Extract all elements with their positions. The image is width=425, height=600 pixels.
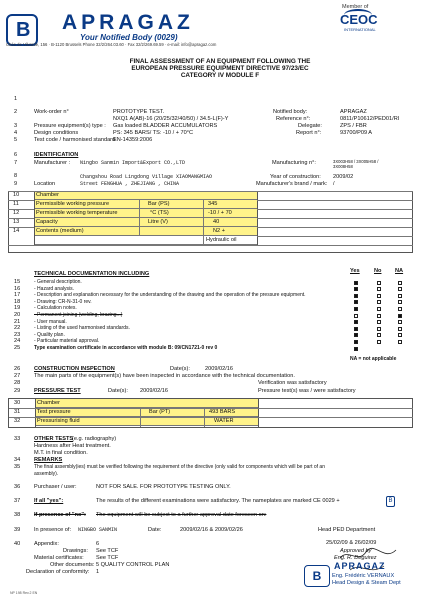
row-number: 22 bbox=[14, 325, 21, 332]
drawings-value: See TCF bbox=[96, 548, 119, 554]
row-number: 19 bbox=[14, 305, 21, 312]
checkbox-na bbox=[398, 281, 402, 285]
row-number: 3 bbox=[14, 123, 18, 129]
checkbox-na bbox=[398, 314, 402, 318]
work-order-label: Work-order n° bbox=[34, 109, 69, 115]
checkbox-yes bbox=[354, 320, 358, 324]
row-number: 12 bbox=[13, 210, 20, 216]
checkbox-no bbox=[377, 333, 381, 337]
checkbox-yes bbox=[354, 314, 358, 318]
test-code-value: EN-14359:2006 bbox=[113, 137, 153, 143]
checkbox-no bbox=[377, 281, 381, 285]
col-yes: Yes bbox=[350, 268, 360, 274]
tech-doc-item: - Description and explanation necessary for the understanding of the drawing and the operation of the pressure equipment. bbox=[34, 292, 306, 299]
manufacturing-no-value: 3X003H58 / 3X005H58 / 3X008H58 bbox=[333, 159, 379, 169]
chamber-label: Chamber bbox=[36, 192, 60, 198]
row-number: 8 bbox=[14, 173, 18, 179]
row-number: 38 bbox=[14, 512, 21, 518]
document-title-line1: FINAL ASSESSMENT OF AN EQUIPMENT FOLLOWING THE bbox=[129, 58, 311, 65]
checkbox-no bbox=[377, 327, 381, 331]
row-number: 5 bbox=[14, 137, 18, 143]
drawings-label: Drawings: bbox=[63, 548, 88, 554]
document-title-line3: CATEGORY IV MODULE F bbox=[180, 72, 260, 79]
row-number: 14 bbox=[13, 228, 20, 234]
pressurising-fluid-label: Pressurising fluid bbox=[37, 418, 80, 424]
model-value: NXQ1 A(AB)-16 (20/25/32/40/50) / 34.5-L(F)-Y bbox=[113, 116, 229, 122]
row-number: 31 bbox=[14, 409, 21, 415]
checkbox-yes bbox=[354, 340, 358, 344]
manufacturer-label: Manufacturer : bbox=[34, 160, 71, 166]
document-title-line2: EUROPEAN PRESSURE EQUIPMENT DIRECTIVE 97/23/EC bbox=[131, 65, 309, 72]
temperature-unit: °C (TS) bbox=[150, 210, 169, 216]
notified-body-value: APRAGAZ bbox=[340, 109, 367, 115]
identification-heading: IDENTIFICATION bbox=[34, 152, 79, 158]
tech-doc-item: - Permanent joining (welding, brazing...) bbox=[34, 312, 123, 318]
other-tests-note: (e.g. radiography) bbox=[72, 436, 117, 442]
brand-value: / bbox=[333, 181, 335, 187]
pressure-test-date-label: Date(s): bbox=[108, 388, 128, 394]
year-label: Year of construction: bbox=[270, 174, 321, 180]
report-label: Report n°: bbox=[296, 130, 322, 136]
row-number: 24 bbox=[14, 338, 21, 345]
contents-value: N2 + bbox=[213, 228, 225, 234]
tech-doc-item: - User manual. bbox=[34, 318, 67, 325]
signatory-name: Eng. R. Deguirez bbox=[334, 555, 377, 561]
appendix-value: 6 bbox=[96, 541, 100, 547]
remarks-text1: The final assembly(ies) must be verified following the requirement of the directive (only valid for components which will be part of an bbox=[34, 464, 325, 470]
checkbox-no bbox=[377, 314, 381, 318]
tech-doc-heading: TECHNICAL DOCUMENTATION INCLUDING bbox=[34, 271, 150, 277]
test-pressure-unit: Bar (PT) bbox=[149, 409, 171, 415]
row-number: 20 bbox=[14, 312, 21, 318]
checkbox-no bbox=[377, 287, 381, 291]
row-number: 34 bbox=[14, 457, 21, 463]
footer-code: NP 198 Rev.2 EN bbox=[10, 591, 38, 595]
manufacturing-no-label: Manufacturing n°: bbox=[272, 160, 316, 166]
presence-name: NINGBO SANMIN bbox=[78, 527, 118, 533]
purchaser-value: NOT FOR SALE. FOR PROTOTYPE TESTING ONLY. bbox=[96, 484, 231, 490]
notified-body-label: Notified body: bbox=[273, 109, 308, 115]
tech-doc-item: - Drawing: CR-N-31-0 rev. bbox=[34, 298, 92, 305]
construction-verification: Verification was satisfactory bbox=[258, 380, 327, 386]
tech-doc-item: - Calculation notes. bbox=[34, 305, 77, 312]
row-number: 18 bbox=[14, 298, 21, 305]
checkbox-yes bbox=[354, 327, 358, 331]
delegate-value: ZPS / FBR bbox=[340, 123, 367, 129]
work-order-value: PROTOTYPE TEST. bbox=[113, 109, 165, 115]
row-number: 35 bbox=[14, 464, 21, 470]
row-number: 10 bbox=[13, 192, 20, 198]
location-label: Location bbox=[34, 181, 56, 187]
notified-body-tagline: Your Notified Body (0029) bbox=[80, 33, 178, 42]
row-number: 40 bbox=[14, 541, 21, 547]
pressure-test-date: 2009/02/16 bbox=[140, 388, 168, 394]
pressure-label: Permissible working pressure bbox=[36, 201, 110, 207]
capacity-label: Capacity bbox=[36, 219, 58, 225]
contact-line: Chée de Vilvorde, 156 · B-1120 Brussels Phone 32/2/264.03.60 · Fax 32/2/269.69.59 · e-mail: info@apragaz.com bbox=[6, 42, 217, 47]
row-number: 21 bbox=[14, 318, 21, 325]
row-number: 27 bbox=[14, 373, 21, 379]
row-number: 30 bbox=[14, 400, 21, 406]
if-yes-text: The results of the different examinations were satisfactory. The nameplates are marked CE 0029 + bbox=[96, 498, 340, 504]
stamp-person: Eng. Frédéric VERNAUX bbox=[332, 573, 395, 579]
brand-name: APRAGAZ bbox=[62, 11, 194, 34]
reference-label: Reference n°: bbox=[276, 116, 311, 122]
construction-date: 2009/02/16 bbox=[205, 366, 233, 372]
capacity-unit: Litre (V) bbox=[148, 219, 168, 225]
test-pressure-value: 493 BARS bbox=[209, 409, 236, 415]
checkbox-na bbox=[398, 307, 402, 311]
row-number: 17 bbox=[14, 292, 21, 299]
material-value: See TCF bbox=[96, 555, 119, 561]
temperature-value: -10 / + 70 bbox=[208, 210, 232, 216]
address-line1: Changshou Road Lingdong Village XIAOMANGMIAO bbox=[80, 174, 213, 180]
chamber-table bbox=[8, 191, 413, 253]
checkbox-yes bbox=[354, 294, 358, 298]
checkbox-na bbox=[398, 287, 402, 291]
checkbox-na bbox=[398, 333, 402, 337]
checkbox-na bbox=[398, 320, 402, 324]
other-tests-line2: M.T. in final condition. bbox=[34, 450, 88, 456]
tech-doc-item: Type examination certificate in accordance with module B: 09/CN1721-0 rev 0 bbox=[34, 345, 218, 351]
approved-by: Approved by bbox=[340, 548, 372, 554]
year-value: 2009/02 bbox=[333, 174, 354, 180]
checkbox-no bbox=[377, 307, 381, 311]
pressure-test-result: Pressure test(s) was / were satisfactory bbox=[258, 388, 356, 394]
checkbox-yes bbox=[354, 281, 358, 285]
row-number: 36 bbox=[14, 484, 21, 490]
checkbox-no bbox=[377, 300, 381, 304]
construction-heading: CONSTRUCTION INSPECTION bbox=[34, 366, 115, 372]
stamp-company: APRAGAZ bbox=[334, 561, 386, 571]
contents-value-2: Hydraulic oil bbox=[206, 237, 237, 243]
construction-date-label: Date(s): bbox=[170, 366, 190, 372]
checkbox-yes bbox=[354, 287, 358, 291]
row-number: 13 bbox=[13, 219, 20, 225]
row-number: 28 bbox=[14, 380, 21, 386]
reference-value: 0811/P10612/PED01/RI bbox=[340, 116, 400, 122]
row-number: 29 bbox=[14, 388, 21, 394]
pressure-value: 345 bbox=[208, 201, 218, 207]
stamp-title: Head Design & Steam Dept bbox=[332, 580, 401, 586]
presence-dates: 2009/02/16 & 2009/02/26 bbox=[180, 527, 243, 533]
checkbox-no bbox=[377, 320, 381, 324]
row-number: 39 bbox=[14, 527, 21, 533]
row-number: 32 bbox=[14, 418, 21, 424]
brand-label: Manufacturer's brand / mark: bbox=[256, 181, 328, 187]
row-number: 11 bbox=[13, 201, 19, 207]
tech-doc-item: - Particular material approval. bbox=[34, 338, 100, 345]
col-no: No bbox=[374, 268, 382, 274]
manufacturer-value: Ningbo Sanmin Import&Export CO.,LTD bbox=[80, 160, 186, 166]
presence-label: In presence of: bbox=[34, 527, 72, 533]
other-tests-line1: Hardness after Heat treatment. bbox=[34, 443, 111, 449]
other-docs-label: Other documents: bbox=[50, 562, 95, 568]
checkbox-na bbox=[398, 340, 402, 344]
checkbox-yes bbox=[354, 333, 358, 337]
conformity-value: 1 bbox=[96, 569, 100, 575]
if-no-text: The equipment will be subject to a further approval date foreseen on: bbox=[96, 512, 267, 518]
row-number: 26 bbox=[14, 366, 21, 372]
row-number: 16 bbox=[14, 285, 21, 292]
checkbox-yes bbox=[354, 347, 358, 351]
row-number: 15 bbox=[14, 279, 21, 285]
design-conditions-value: PS: 345 BARS/ TS: -10 / + 70°C bbox=[113, 130, 194, 136]
tech-doc-item: - Quality plan. bbox=[34, 331, 65, 338]
tech-doc-item: - Hazard analysis. bbox=[34, 285, 75, 292]
material-label: Material certificates: bbox=[34, 555, 84, 561]
tech-doc-item: - Listing of the used harmonised standards. bbox=[34, 325, 130, 332]
other-tests-heading: OTHER TESTS bbox=[34, 436, 74, 442]
equipment-type-label: Pressure equipment(s) type : bbox=[34, 123, 106, 129]
remarks-heading: REMARKS bbox=[34, 457, 63, 463]
test-table bbox=[8, 398, 413, 428]
test-pressure-label: Test pressure bbox=[37, 409, 71, 415]
col-na: NA bbox=[395, 268, 404, 274]
row-number: 25 bbox=[14, 345, 21, 351]
row-number: 6 bbox=[14, 152, 18, 158]
na-legend: NA = not applicable bbox=[350, 356, 397, 362]
purchaser-label: Purchaser / user: bbox=[34, 484, 77, 490]
ceoc-logo: CEOC bbox=[340, 12, 378, 27]
row-number: 37 bbox=[14, 498, 21, 504]
signature-dates: 25/02/09 & 26/02/09 bbox=[326, 540, 377, 546]
checkbox-na bbox=[398, 327, 402, 331]
checkbox-no bbox=[377, 340, 381, 344]
test-code-label: Test code / harmonised standard: bbox=[34, 137, 117, 143]
logo-letter-b: B bbox=[16, 19, 31, 41]
capacity-value: 40 bbox=[213, 219, 220, 225]
construction-text: The main parts of the equipment(s) have been inspected in accordance with the technical documentation. bbox=[34, 373, 295, 379]
remarks-text2: assembly). bbox=[34, 471, 59, 477]
appendix-label: Appendix: bbox=[34, 541, 59, 547]
checkbox-yes bbox=[354, 300, 358, 304]
head-ped-department: Head PED Department bbox=[318, 527, 376, 533]
row-number: 1 bbox=[14, 96, 18, 102]
other-docs-value: 5 QUALITY CONTROL PLAN bbox=[96, 562, 170, 568]
pressurising-fluid-value: WATER bbox=[214, 418, 234, 424]
test-chamber-label: Chamber bbox=[37, 400, 61, 406]
checkbox-na bbox=[398, 294, 402, 298]
member-of-label: Member of bbox=[342, 4, 369, 10]
address-line2: Street FENGHUA , ZHEJIANG , CHINA bbox=[80, 181, 180, 187]
row-number: 9 bbox=[14, 181, 18, 187]
report-value: 93700/P09 A bbox=[340, 130, 373, 136]
row-number: 7 bbox=[14, 160, 18, 166]
pressure-test-heading: PRESSURE TEST bbox=[34, 388, 81, 394]
conformity-label: Declaration of conformity: bbox=[26, 569, 90, 575]
if-no-label: If presence of "no": bbox=[34, 512, 86, 518]
temperature-label: Permissible working temperature bbox=[36, 210, 118, 216]
if-yes-label: If all "yes": bbox=[34, 498, 64, 504]
apragaz-stamp-logo: B bbox=[304, 565, 330, 587]
row-number: 23 bbox=[14, 331, 21, 338]
presence-date-label: Date: bbox=[148, 527, 162, 533]
checkbox-yes bbox=[354, 307, 358, 311]
pressure-unit: Bar (PS) bbox=[148, 201, 170, 207]
design-conditions-label: Design conditions bbox=[34, 130, 79, 136]
row-number: 33 bbox=[14, 436, 21, 442]
equipment-type-value: Gas loaded BLADDER ACCUMULATORS bbox=[113, 123, 218, 129]
tech-doc-item: - General description. bbox=[34, 279, 82, 285]
row-number: 2 bbox=[14, 109, 18, 115]
ceoc-subtitle: INTERNATIONAL bbox=[344, 27, 376, 32]
checkbox-no bbox=[377, 294, 381, 298]
contents-label: Contents (medium) bbox=[36, 228, 84, 234]
checkbox-na bbox=[398, 300, 402, 304]
row-number: 4 bbox=[14, 130, 18, 136]
apragaz-mini-logo: B bbox=[386, 496, 395, 507]
delegate-label: Delegate: bbox=[298, 123, 322, 129]
